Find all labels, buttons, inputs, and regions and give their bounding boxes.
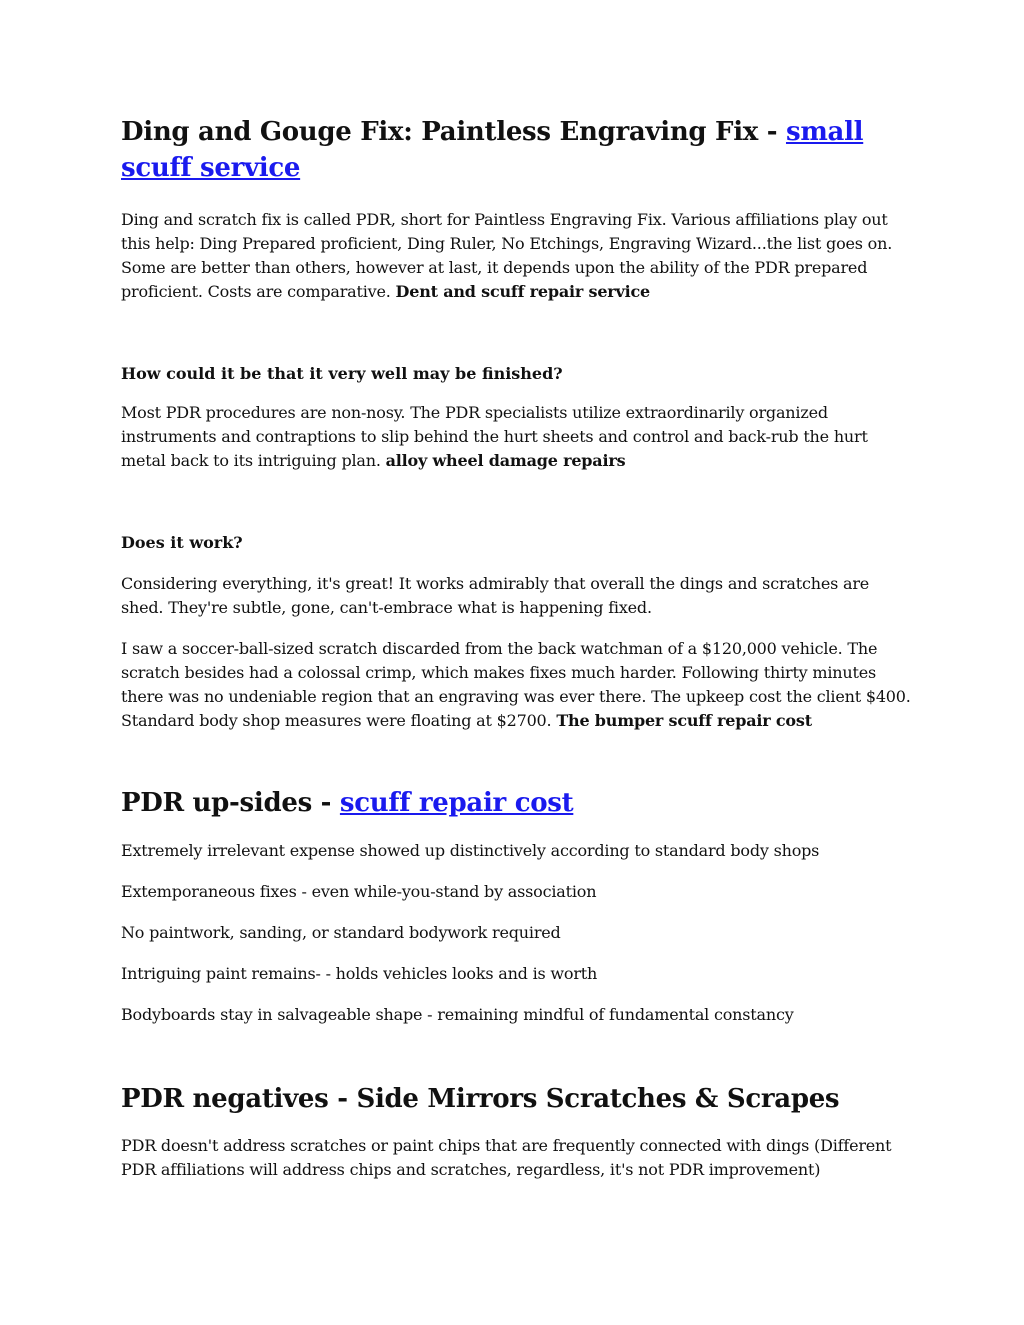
- how-text: Most PDR procedures are non-nosy. The PDR specialists utilize extraordinarily organized instruments and contraptions to slip behind the hurt sheets and control and back-rub the hurt metal back to its intriguing plan.: [121, 403, 868, 470]
- upside-item: Intriguing paint remains- - holds vehicles looks and is worth: [121, 964, 598, 983]
- work-paragraph-1: Considering everything, it's great! It works admirably that overall the dings and scratches are shed. They're subtle, gone, can't-embrace what is happening fixed.: [121, 574, 870, 617]
- section-heading-how: How could it be that it very well may be finished?: [121, 364, 563, 383]
- upside-item: Extemporaneous fixes - even while-you-stand by association: [121, 882, 597, 901]
- page-title-text: Ding and Gouge Fix: Paintless Engraving Fix -: [121, 117, 786, 147]
- intro-text: Ding and scratch fix is called PDR, short for Paintless Engraving Fix. Various affiliations play out this help: Ding Prepared proficient, Ding Ruler, No Etchings, Engraving Wizard...the list goes on. Some are better than others, however at last, it depends upon the ability of the PDR prepared proficient. Costs are comparative.: [121, 210, 893, 301]
- work-bold-keyword: The bumper scuff repair cost: [556, 711, 812, 730]
- negatives-heading: PDR negatives - Side Mirrors Scratches & Scrapes: [121, 1084, 840, 1114]
- upsides-heading: [121, 786, 911, 820]
- how-paragraph: [121, 401, 911, 473]
- intro-bold-keyword: Dent and scuff repair service: [395, 282, 651, 301]
- section-heading-does-it-work: Does it work?: [121, 533, 243, 552]
- upside-item: No paintwork, sanding, or standard bodywork required: [121, 923, 561, 942]
- upsides-link-scuff-repair-cost[interactable]: scuff repair cost: [339, 788, 574, 818]
- document-body: [121, 114, 911, 1182]
- upside-item: Extremely irrelevant expense showed up distinctively according to standard body shops: [121, 841, 820, 860]
- work-paragraph-2-text: I saw a soccer-ball-sized scratch discarded from the back watchman of a $120,000 vehicle. The scratch besides had a colossal crimp, which makes fixes much harder. Following thirty minutes there was no undeniable region that an engraving was ever there. The upkeep cost the client $400. Standard body shop measures were floating at $2700.: [121, 639, 911, 730]
- how-bold-keyword: alloy wheel damage repairs: [385, 451, 626, 470]
- upsides-heading-text: PDR up-sides -: [121, 788, 340, 818]
- title-link-small-scuff-service[interactable]: small scuff service: [121, 117, 864, 183]
- negatives-paragraph: PDR doesn't address scratches or paint chips that are frequently connected with dings (Different PDR affiliations will address chips and scratches, regardless, it's not PDR improvement): [121, 1136, 892, 1179]
- upside-item: Bodyboards stay in salvageable shape - remaining mindful of fundamental constancy: [121, 1005, 794, 1024]
- page-title: [121, 114, 911, 186]
- work-paragraph-2: [121, 637, 911, 733]
- intro-paragraph: [121, 208, 911, 304]
